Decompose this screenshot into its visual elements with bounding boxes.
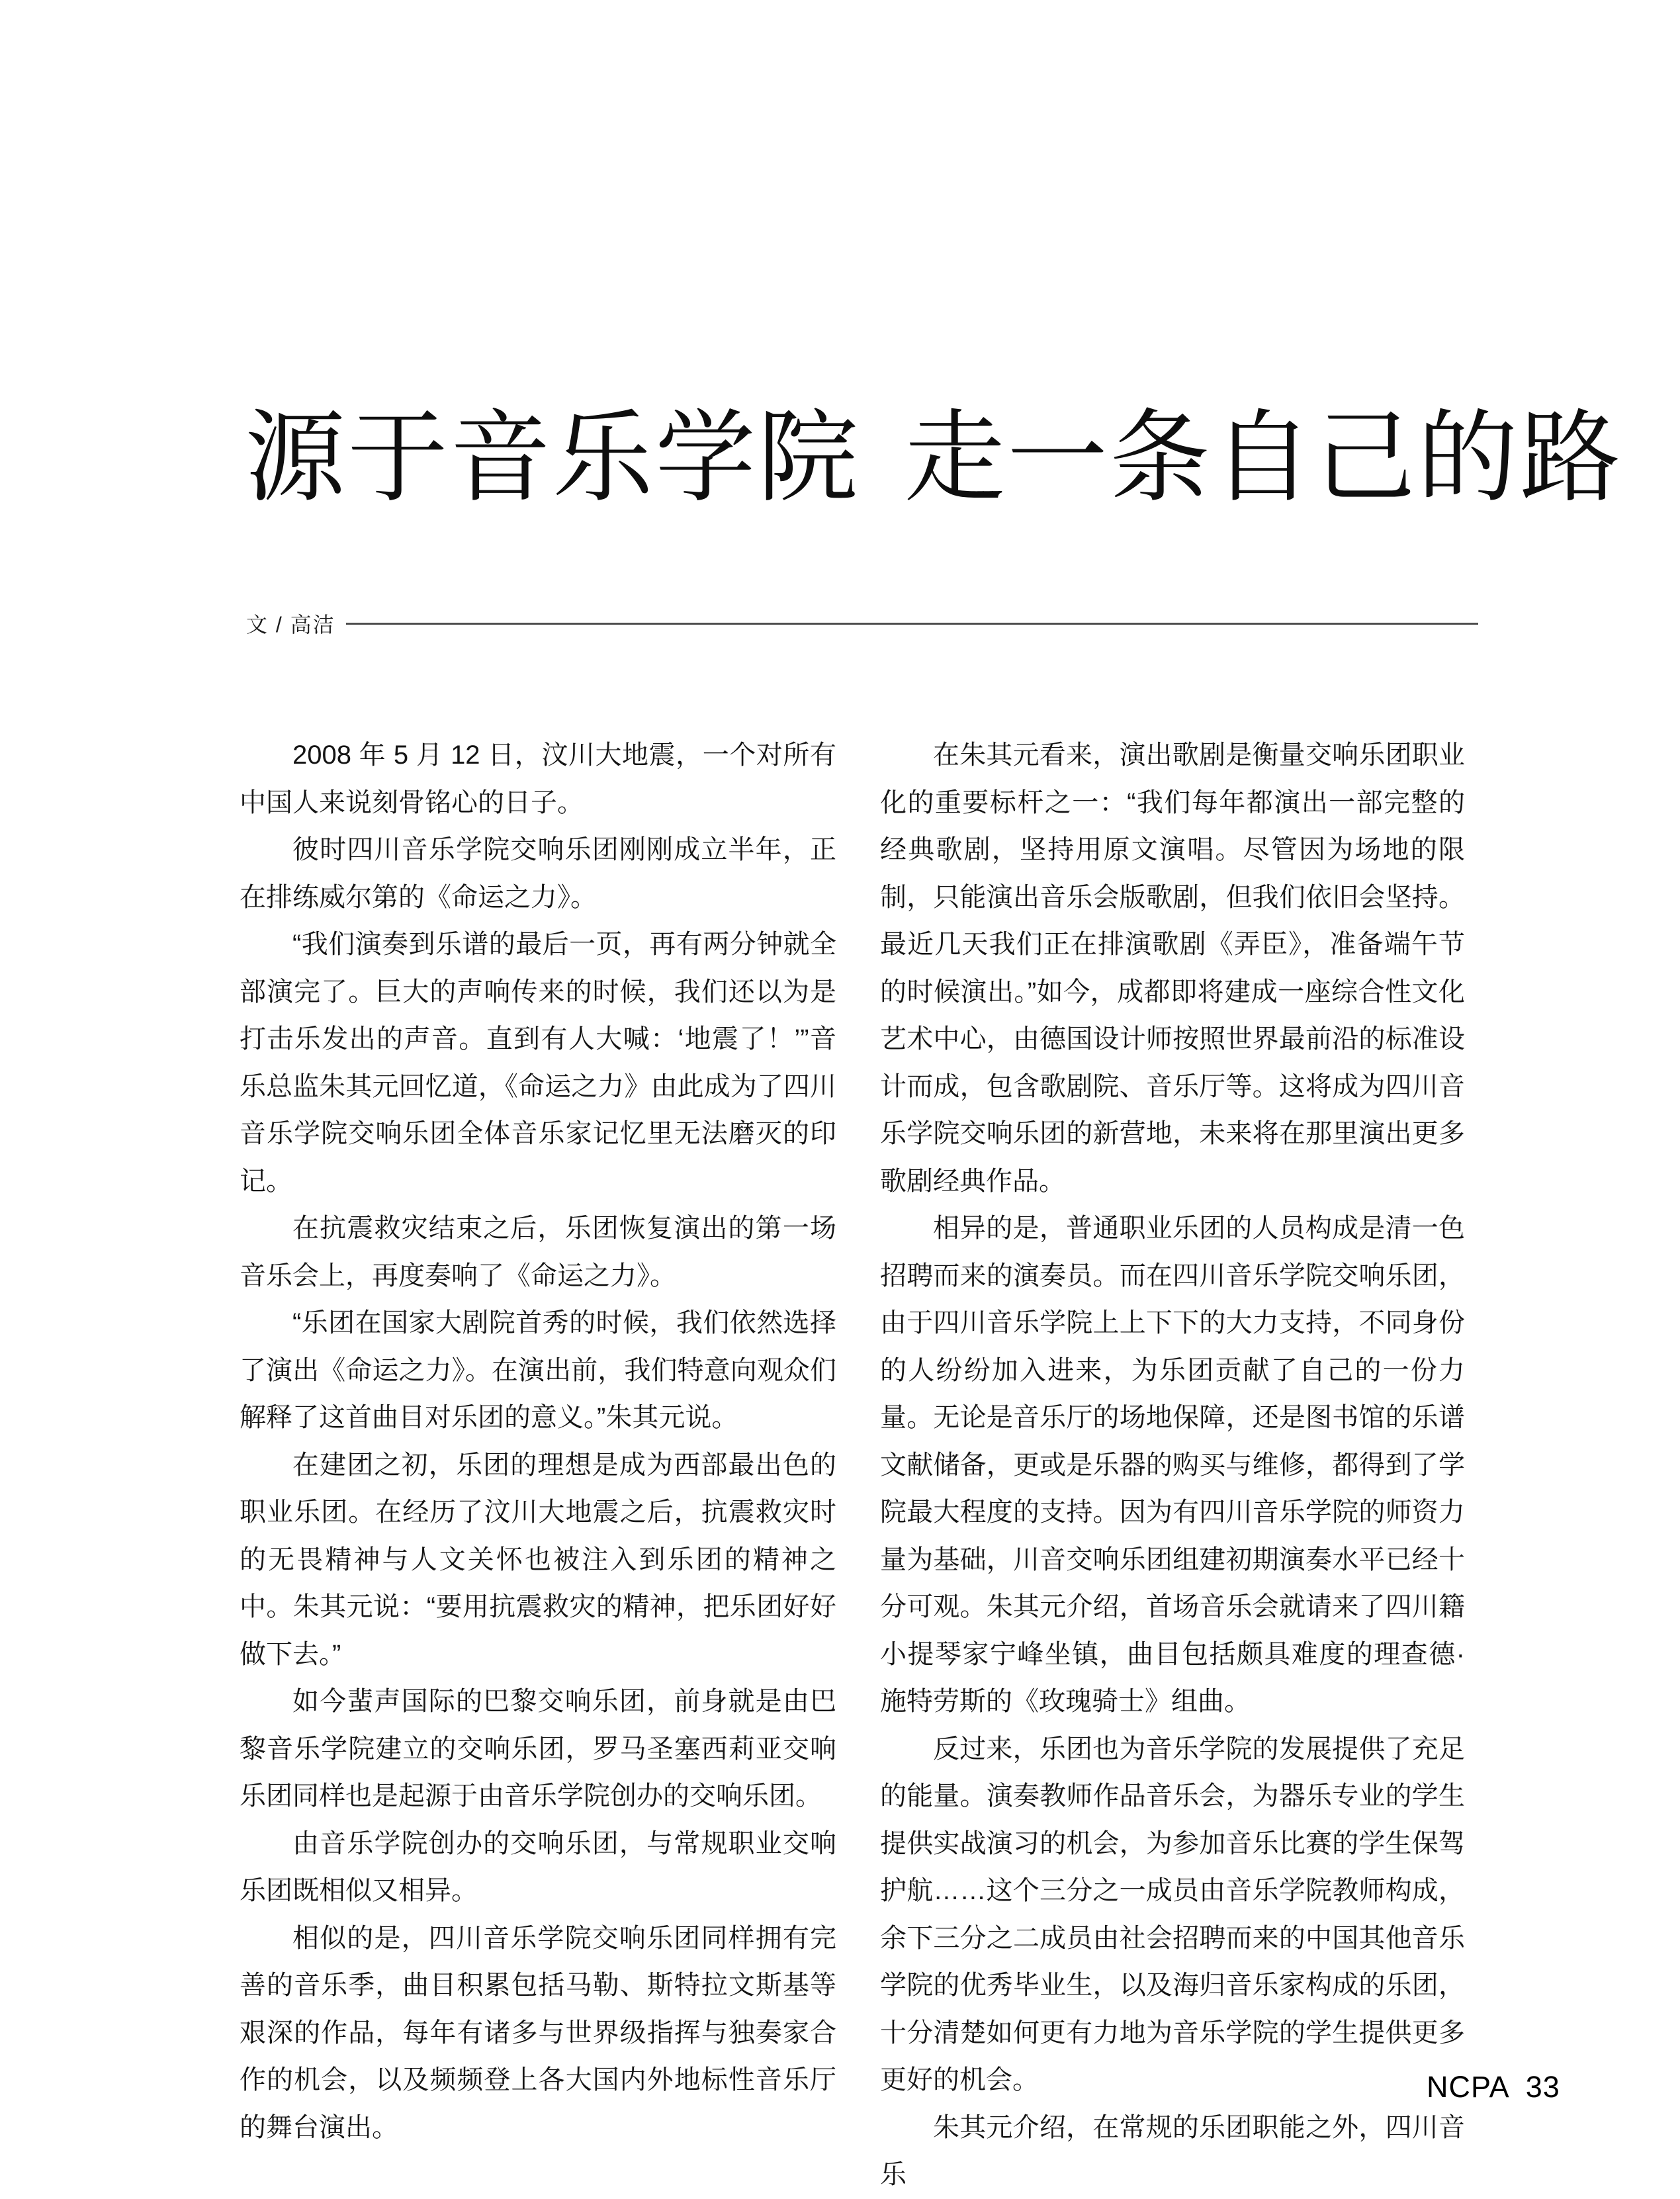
paragraph: “乐团在国家大剧院首秀的时候，我们依然选择了演出《命运之力》。在演出前，我们特意向观众们解释了这首曲目对乐团的意义。”朱其元说。	[240, 1308, 836, 1432]
byline-row	[246, 609, 1478, 638]
byline: 文 / 高洁	[246, 613, 335, 637]
paragraph: 在建团之初，乐团的理想是成为西部最出色的职业乐团。在经历了汶川大地震之后，抗震救灾时的无畏精神与人文关怀也被注入到乐团的精神之中。朱其元说：“要用抗震救灾的精神，把乐团好好做下去。”	[240, 1450, 836, 1669]
paragraph: 彼时四川音乐学院交响乐团刚刚成立半年，正在排练威尔第的《命运之力》。	[240, 835, 836, 912]
paragraph: “我们演奏到乐谱的最后一页，再有两分钟就全部演完了。巨大的声响传来的时候，我们还以为是打击乐发出的声音。直到有人大喊：‘地震了！’”音乐总监朱其元回忆道，《命运之力》由此成为了四川音乐学院交响乐团全体音乐家记忆里无法磨灭的印记。	[240, 930, 836, 1196]
article-title: 源于音乐学院 走一条自己的路	[245, 403, 1622, 514]
paragraph: 反过来，乐团也为音乐学院的发展提供了充足的能量。演奏教师作品音乐会，为器乐专业的学生提供实战演习的机会，为参加音乐比赛的学生保驾护航……这个三分之一成员由音乐学院教师构成，余下三分之二成员由社会招聘而来的中国其他音乐学院的优秀毕业生，以及海归音乐家构成的乐团，十分清楚如何更有力地为音乐学院的学生提供更多更好的机会。	[880, 1734, 1465, 2094]
paragraph: 由音乐学院创办的交响乐团，与常规职业交响乐团既相似又相异。	[240, 1828, 836, 1905]
page-number: 33	[1525, 2070, 1560, 2104]
article-body	[240, 732, 1465, 2199]
paragraph: 相异的是，普通职业乐团的人员构成是清一色招聘而来的演奏员。而在四川音乐学院交响乐团，由于四川音乐学院上上下下的大力支持，不同身份的人纷纷加入进来，为乐团贡献了自己的一份力量。无论是音乐厅的场地保障，还是图书馆的乐谱文献储备，更或是乐器的购买与维修，都得到了学院最大程度的支持。因为有四川音乐学院的师资力量为基础，川音交响乐团组建初期演奏水平已经十分可观。朱其元介绍，首场音乐会就请来了四川籍小提琴家宁峰坐镇，曲目包括颇具难度的理查德·施特劳斯的《玫瑰骑士》组曲。	[880, 1214, 1465, 1716]
journal-name: NCPA	[1427, 2070, 1510, 2104]
paragraph: 2008 年 5 月 12 日，汶川大地震，一个对所有中国人来说刻骨铭心的日子。	[240, 740, 836, 817]
column-left	[240, 732, 836, 2199]
paragraph: 相似的是，四川音乐学院交响乐团同样拥有完善的音乐季，曲目积累包括马勒、斯特拉文斯基等艰深的作品，每年有诸多与世界级指挥与独奏家合作的机会，以及频频登上各大国内外地标性音乐厅的舞台演出。	[240, 1923, 836, 2142]
paragraph: 在朱其元看来，演出歌剧是衡量交响乐团职业化的重要标杆之一：“我们每年都演出一部完整的经典歌剧，坚持用原文演唱。尽管因为场地的限制，只能演出音乐会版歌剧，但我们依旧会坚持。最近几天我们正在排演歌剧《弄臣》，准备端午节的时候演出。”如今，成都即将建成一座综合性文化艺术中心，由德国设计师按照世界最前沿的标准设计而成，包含歌剧院、音乐厅等。这将成为四川音乐学院交响乐团的新营地，未来将在那里演出更多歌剧经典作品。	[880, 740, 1465, 1196]
paragraph: 在抗震救灾结束之后，乐团恢复演出的第一场音乐会上，再度奏响了《命运之力》。	[240, 1214, 836, 1290]
byline-rule	[346, 623, 1478, 625]
column-right	[880, 732, 1465, 2199]
paragraph: 如今蜚声国际的巴黎交响乐团，前身就是由巴黎音乐学院建立的交响乐团，罗马圣塞西莉亚交响乐团同样也是起源于由音乐学院创办的交响乐团。	[240, 1687, 836, 1811]
page-footer	[1427, 2070, 1560, 2104]
paragraph: 朱其元介绍，在常规的乐团职能之外，四川音乐	[880, 2112, 1465, 2189]
